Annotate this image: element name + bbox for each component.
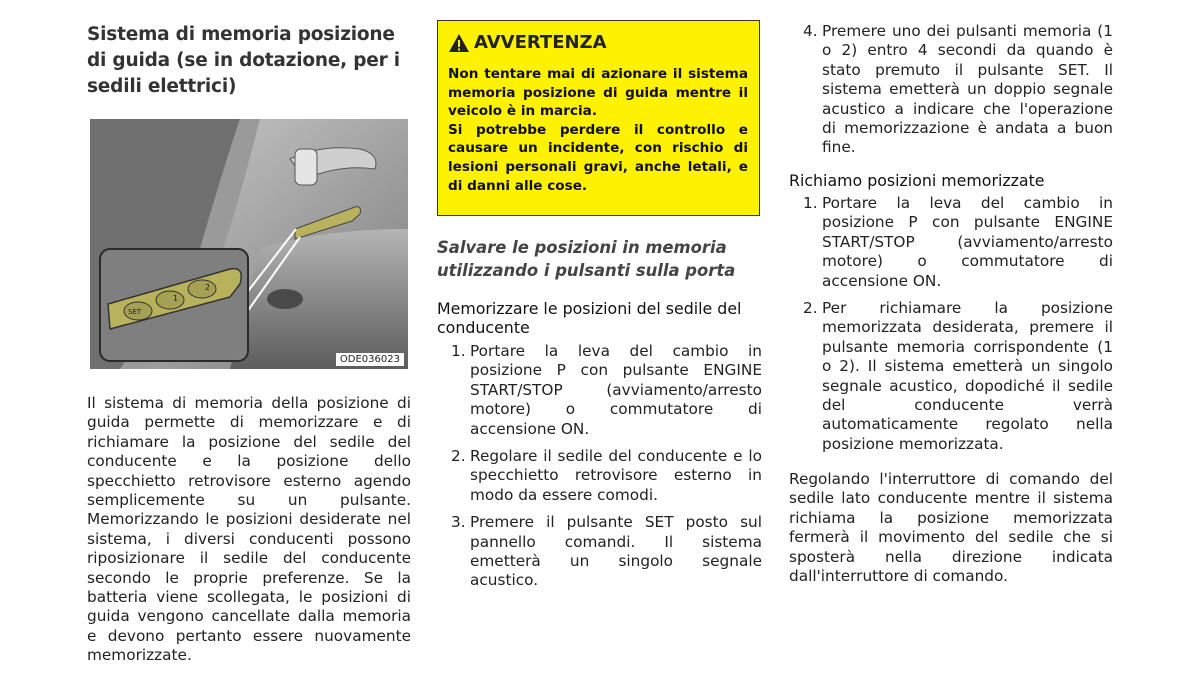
recall-steps-list: [789, 194, 1113, 462]
store-steps-continued: [789, 22, 1113, 166]
warning-text-1: Non tentare mai di azionare il sistema memoria posizione di guida mentre il veicolo è in marcia.: [448, 66, 748, 120]
list-item: [789, 194, 1113, 291]
set-button-label: SET: [128, 308, 142, 316]
list-item-number: 1.: [803, 194, 818, 212]
list-item-number: 1.: [451, 342, 466, 360]
recall-heading: Richiamo posizioni memorizzate: [789, 171, 1045, 190]
list-item-text: Premere uno dei pulsanti memoria (1 o 2) entro 4 secondi da quando è stato premuto il pulsante SET. Il sistema emetterà un doppio segnale acustico a indicare che l'operazione di memorizzazione è andata a buon fine.: [822, 22, 1113, 157]
list-item-text: Premere il pulsante SET posto sul pannello comandi. Il sistema emetterà un singolo segnale acustico.: [470, 513, 762, 590]
list-item-number: 2.: [451, 447, 466, 466]
warning-box: [437, 20, 760, 216]
list-item-text: Portare la leva del cambio in posizione P con pulsante ENGINE START/STOP (avviamento/arresto motore) o commutatore di accensione ON.: [470, 342, 762, 438]
list-item: [437, 513, 762, 591]
subsection-title: Salvare le posizioni in memoria utilizzando i pulsanti sulla porta: [437, 238, 736, 280]
door-panel-figure: [90, 119, 408, 369]
warning-title: [448, 31, 748, 55]
list-item-number: 4.: [803, 22, 818, 40]
warning-text-2: Si potrebbe perdere il controllo e causare un incidente, con rischio di lesioni personali gravi, anche letali, e di danni alle cose.: [448, 121, 748, 194]
recall-note-paragraph: Regolando l'interruttore di comando del sedile lato conducente mentre il sistema richiama la posizione memorizzata fermerà il movimento del sedile che si sposterà nella direzione indicata dall'interruttore di comando.: [789, 470, 1113, 586]
intro-paragraph: Il sistema di memoria della posizione di guida permette di memorizzare e di richiamare la posizione del sedile del conducente e la posizione dello specchietto retrovisore esterno agendo semplicemente su un pulsante. Memorizzando le posizioni desiderate nel sistema, i diversi conducenti possono riposizionare il sedile del conducente secondo le proprie preferenze. Se la batteria viene scollegata, le posizioni di guida vengono cancellate dalla memoria e devono pertanto essere nuovamente memorizzate.: [87, 394, 411, 665]
section-heading: Sistema di memoria posizione di guida (se in dotazione, per i sedili elettrici): [87, 24, 400, 97]
store-heading: Memorizzare le posizioni del sedile del conducente: [437, 299, 742, 338]
list-item-text: Portare la leva del cambio in posizione P con pulsante ENGINE START/STOP (avviamento/arresto motore) o commutatore di accensione ON.: [822, 194, 1113, 290]
list-item: [437, 342, 762, 439]
list-item-number: 3.: [451, 513, 466, 532]
list-item-text: Regolare il sedile del conducente e lo specchietto retrovisore esterno in modo da essere comodi.: [470, 447, 762, 504]
warning-title-text: AVVERTENZA: [474, 32, 607, 53]
warning-triangle-icon: [448, 33, 470, 53]
memory-button-2-label: 2: [205, 283, 211, 292]
list-item-text: Per richiamare la posizione memorizzata desiderata, premere il pulsante memoria corrispondente (1 o 2). Il sistema emetterà un singolo segnale acustico, dopodiché il sedile del conducente verrà automaticamente regolato nella posizione memorizzata.: [822, 299, 1113, 453]
figure-code: ODE036023: [336, 353, 404, 366]
memory-button-1-label: 1: [173, 294, 179, 303]
list-item-number: 2.: [803, 299, 818, 318]
list-item: [789, 22, 1113, 158]
door-panel-illustration: [90, 119, 408, 369]
store-steps-list: [437, 342, 762, 599]
list-item: [437, 447, 762, 505]
list-item: [789, 299, 1113, 454]
